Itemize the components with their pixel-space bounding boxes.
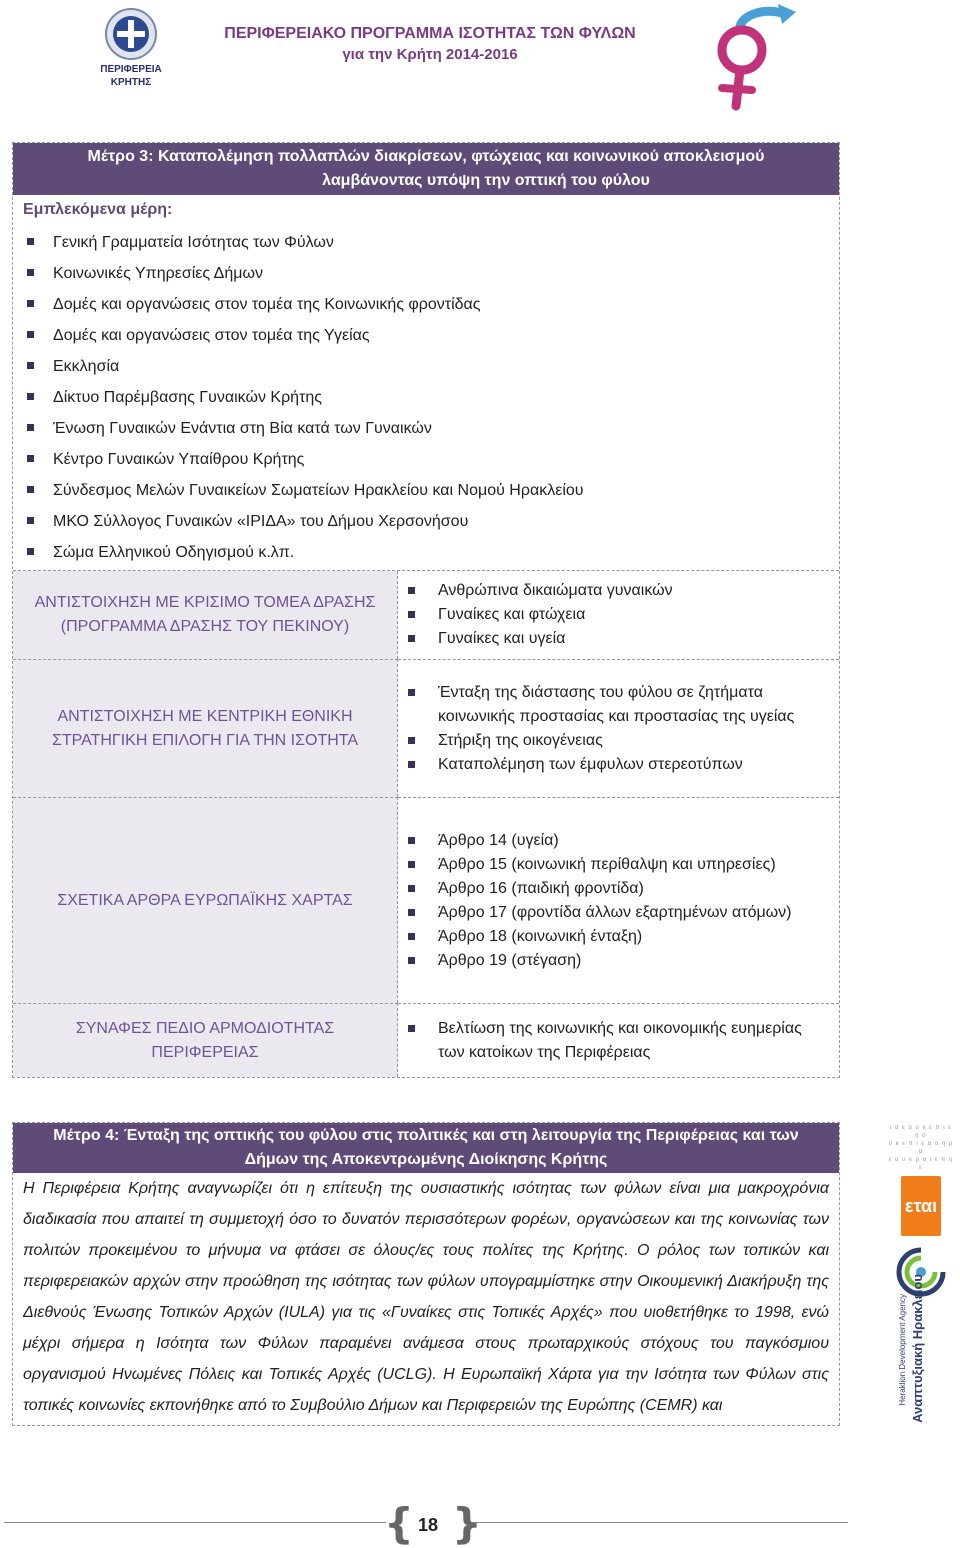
square-bullet-icon	[27, 300, 34, 307]
list-item	[23, 475, 829, 506]
list-item-text: Άρθρο 19 (στέγαση)	[438, 951, 582, 969]
list-item	[406, 829, 829, 853]
square-bullet-icon	[408, 837, 415, 844]
agency-subtitle: Heraklion Development Agency	[898, 1294, 907, 1406]
square-bullet-icon	[27, 331, 34, 338]
list-item	[23, 506, 829, 537]
measure3-heading-line1: Μέτρο 3: Καταπολέμηση πολλαπλών διακρίσεων, φτώχειας και κοινωνικού αποκλεισμού	[87, 148, 765, 165]
decorative-letters: ι α ε ο υ κ ε π ι ε η σ υ κ ε π ι ε α ο η ρ α ε ο υ κ ρ α ι ε π η ε	[888, 1125, 954, 1171]
measure4-heading-line2: Δήμων της Αποκεντρωμένης Διοίκησης Κρήτης	[244, 1151, 608, 1168]
list-item-text: Στήριξη της οικογένειας	[438, 731, 603, 749]
list-item	[23, 227, 829, 258]
list-item	[406, 877, 829, 901]
square-bullet-icon	[27, 517, 34, 524]
list-item	[406, 753, 829, 777]
agency-name: Αναπτυξιακή Ηρακλείου	[910, 1274, 925, 1423]
list-item	[23, 382, 829, 413]
list-item	[23, 320, 829, 351]
square-bullet-icon	[408, 1025, 415, 1032]
square-bullet-icon	[408, 957, 415, 964]
list-item-text: Σώμα Ελληνικού Οδηγισμού κ.λπ.	[53, 544, 295, 561]
measure4-body: Η Περιφέρεια Κρήτης αναγνωρίζει ότι η επίτευξη της ουσιαστικής ισότητας των φύλων είναι μια μακροχρόνια διαδικασία που απαιτεί τη συμμετοχή όσο το δυνατόν περισσότερων φορέων, οργανώσεων και της κοινωνίας των πολιτών προκειμένου το μήνυμα να φτάσει σε όλους/ες τους πολίτες της Κρήτης. Ο ρόλος των τοπικών και περιφερειακών αρχών στην προώθηση της ισότητας των φύλων υπογραμμίστηκε στην Οικουμενική Διακήρυξη της Διεθνούς Ένωσης Τοπικών Αρχών (IULA) για τις «Γυναίκες στις Τοπικές Αρχές» που υιοθετήθηκε το 1998, ενώ μέχρι σήμερα η Ισότητα των Φύλων παραμένει ανάμεσα στους πρωταρχικούς στόχους του παγκόσμιου οργανισμού Ηνωμένες Πόλεις και Τοπικές Αρχές (UCLG). Η Ευρωπαϊκή Χάρτα για την Ισότητα των Φύλων στις τοπικές κοινωνίες εκπονήθηκε από το Συμβούλιο Δήμων και Περιφερειών της Ευρώπης (CEMR) και	[23, 1180, 829, 1414]
row-label-national-strategy: ΑΝΤΙΣΤΟΙΧΗΣΗ ΜΕ ΚΕΝΤΡΙΚΗ ΕΘΝΙΚΗ ΣΤΡΑΤΗΓΙΚΗ ΕΠΙΛΟΓΗ ΓΙΑ ΤΗΝ ΙΣΟΤΗΤΑ	[13, 659, 398, 797]
list-item	[406, 949, 829, 973]
measure4-heading-line1: Μέτρο 4: Ένταξη της οπτικής του φύλου στις πολιτικές και στη λειτουργία της Περιφέρειας και των	[53, 1127, 799, 1144]
left-brace-icon: {	[384, 1499, 414, 1548]
list-item	[406, 681, 829, 729]
list-item	[406, 901, 829, 925]
list-item-text: Άρθρο 17 (φροντίδα άλλων εξαρτημένων ατόμων)	[438, 903, 792, 921]
row-items-regional-competence	[398, 1003, 839, 1077]
square-bullet-icon	[27, 269, 34, 276]
list-item	[406, 729, 829, 753]
list-item	[23, 289, 829, 320]
square-bullet-icon	[408, 689, 415, 696]
list-item-text: ΜΚΟ Σύλλογος Γυναικών «ΙΡΙΔΑ» του Δήμου Χερσονήσου	[53, 513, 469, 530]
gender-symbol-icon	[700, 2, 800, 112]
list-item-text: Άρθρο 14 (υγεία)	[438, 831, 559, 849]
logo-text-crete: ΚΡΗΤΗΣ	[110, 77, 152, 88]
list-item	[406, 925, 829, 949]
list-item-text: Ένταξη της διάστασης του φύλου σε ζητήματα κοινωνικής προστασίας και προστασίας της υγείας	[438, 683, 795, 725]
list-item	[23, 258, 829, 289]
square-bullet-icon	[408, 635, 415, 642]
list-item-text: Γυναίκες και υγεία	[438, 630, 566, 647]
square-bullet-icon	[408, 909, 415, 916]
square-bullet-icon	[408, 885, 415, 892]
square-bullet-icon	[27, 548, 34, 555]
list-item-text: Γενική Γραμματεία Ισότητας των Φύλων	[53, 234, 334, 251]
square-bullet-icon	[27, 424, 34, 431]
measure4-heading	[13, 1123, 839, 1173]
list-item-text: Γυναίκες και φτώχεια	[438, 606, 586, 623]
region-crete-logo	[92, 6, 170, 92]
list-item-text: Άρθρο 15 (κοινωνική περίθαλψη και υπηρεσίες)	[438, 855, 776, 873]
square-bullet-icon	[408, 761, 415, 768]
measure3-table	[12, 142, 840, 1078]
list-item	[406, 579, 829, 603]
list-item	[406, 603, 829, 627]
list-item	[23, 444, 829, 475]
involved-label: Εμπλεκόμενα μέρη:	[23, 201, 173, 218]
list-item	[23, 537, 829, 568]
measure4-section	[12, 1122, 840, 1426]
development-agency-logo	[888, 1124, 954, 1424]
coat-of-arms-icon	[102, 6, 160, 62]
measure3-heading-line2: λαμβάνοντας υπόψη την οπτική του φύλου	[322, 172, 650, 189]
involved-parties	[13, 195, 839, 570]
list-item-text: Σύνδεσμος Μελών Γυναικείων Σωματείων Ηρακλείου και Νομού Ηρακλείου	[53, 482, 584, 499]
list-item-text: Καταπολέμηση των έμφυλων στερεοτύπων	[438, 755, 743, 773]
right-brace-icon: }	[452, 1499, 482, 1548]
footer-rule-left	[4, 1522, 386, 1523]
list-item-text: Δίκτυο Παρέμβασης Γυναικών Κρήτης	[53, 389, 323, 406]
square-bullet-icon	[27, 393, 34, 400]
list-item	[406, 853, 829, 877]
program-title-line2: για την Κρήτη 2014-2016	[342, 46, 518, 63]
row-items-european-charter	[398, 797, 839, 1003]
mapping-grid	[13, 570, 839, 1077]
list-item-text: Άρθρο 16 (παιδική φροντίδα)	[438, 879, 644, 897]
footer-rule-right	[470, 1522, 848, 1523]
square-bullet-icon	[408, 861, 415, 868]
list-item-text: Εκκλησία	[53, 358, 120, 375]
square-bullet-icon	[408, 611, 415, 618]
list-item-text: Κέντρο Γυναικών Υπαίθρου Κρήτης	[53, 451, 305, 468]
row-label-beijing: ΑΝΤΙΣΤΟΙΧΗΣΗ ΜΕ ΚΡΙΣΙΜΟ ΤΟΜΕΑ ΔΡΑΣΗΣ (ΠΡΟΓΡΑΜΜΑ ΔΡΑΣΗΣ ΤΟΥ ΠΕΚΙΝΟΥ)	[13, 571, 398, 659]
program-title-line1: ΠΕΡΙΦΕΡΕΙΑΚΟ ΠΡΟΓΡΑΜΜΑ ΙΣΟΤΗΤΑΣ ΤΩΝ ΦΥΛΩΝ	[224, 25, 636, 42]
square-bullet-icon	[408, 587, 415, 594]
square-bullet-icon	[408, 933, 415, 940]
row-items-national-strategy	[398, 659, 839, 797]
list-item-text: Ανθρώπινα δικαιώματα γυναικών	[438, 582, 673, 599]
square-bullet-icon	[27, 455, 34, 462]
square-bullet-icon	[27, 238, 34, 245]
list-item-text: Άρθρο 18 (κοινωνική ένταξη)	[438, 927, 643, 945]
page-number: 18	[417, 1515, 439, 1535]
row-items-beijing	[398, 571, 839, 659]
list-item-text: Δομές και οργανώσεις στον τομέα της Υγείας	[53, 327, 370, 344]
list-item-text: Ένωση Γυναικών Ενάντια στη Βία κατά των Γυναικών	[53, 420, 432, 437]
list-item-text: Βελτίωση της κοινωνικής και οικονομικής ευημερίας των κατοίκων της Περιφέρειας	[438, 1019, 802, 1061]
etai-badge: εται	[901, 1176, 941, 1236]
logo-text-region: ΠΕΡΙΦΕΡΕΙΑ	[100, 64, 162, 75]
list-item-text: Κοινωνικές Υπηρεσίες Δήμων	[53, 265, 263, 282]
list-item	[406, 627, 829, 651]
row-label-european-charter: ΣΧΕΤΙΚΑ ΑΡΘΡΑ ΕΥΡΩΠΑΪΚΗΣ ΧΑΡΤΑΣ	[13, 797, 398, 1003]
list-item	[23, 351, 829, 382]
list-item	[406, 1017, 829, 1065]
list-item	[23, 413, 829, 444]
square-bullet-icon	[408, 737, 415, 744]
square-bullet-icon	[27, 486, 34, 493]
list-item-text: Δομές και οργανώσεις στον τομέα της Κοινωνικής φροντίδας	[53, 296, 481, 313]
measure3-heading	[13, 143, 839, 195]
program-title	[200, 24, 660, 66]
square-bullet-icon	[27, 362, 34, 369]
row-label-regional-competence: ΣΥΝΑΦΕΣ ΠΕΔΙΟ ΑΡΜΟΔΙΟΤΗΤΑΣ ΠΕΡΙΦΕΡΕΙΑΣ	[13, 1003, 398, 1077]
involved-list	[23, 227, 829, 568]
